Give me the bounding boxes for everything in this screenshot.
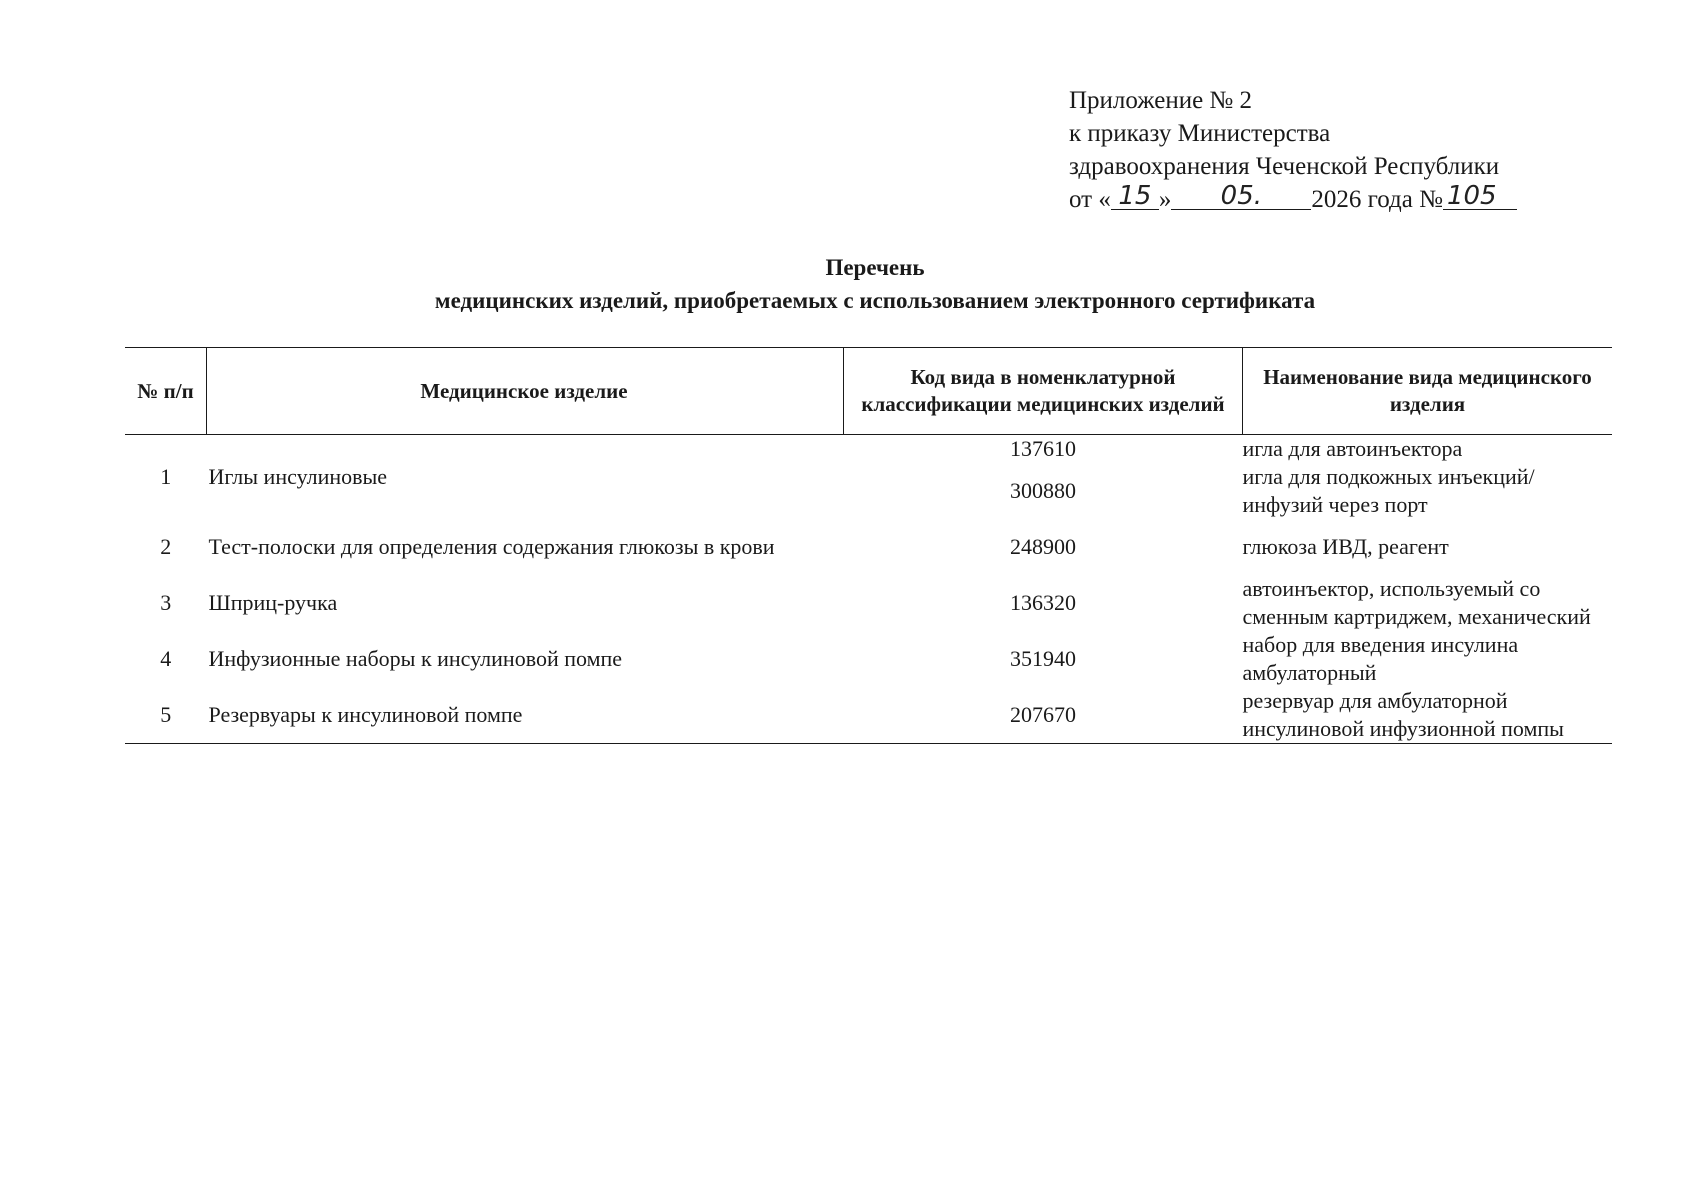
row-name: автоинъектор, используемый со сменным картриджем, механический — [1242, 576, 1591, 629]
document-heading — [120, 251, 1630, 317]
table-row — [125, 519, 1612, 575]
row-num: 5 — [125, 687, 207, 744]
appendix-line-1: Приложение № 2 — [1069, 87, 1253, 114]
heading-title: Перечень — [825, 255, 925, 280]
handwritten-number: 105 — [1446, 181, 1497, 211]
row-num: 1 — [160, 464, 172, 489]
row-item: Инфузионные наборы к инсулиновой помпе — [208, 646, 623, 671]
row-name: резервуар для амбулаторной инсулиновой инфузионной помпы — [1243, 687, 1613, 744]
heading-subtitle: медицинских изделий, приобретаемых с использованием электронного сертификата — [434, 288, 1316, 313]
day-blank — [1111, 183, 1159, 210]
row-name: набор для введения инсулина амбулаторный — [1242, 632, 1519, 685]
number-blank — [1443, 183, 1517, 210]
table-row — [125, 575, 1612, 631]
row-num: 2 — [160, 534, 172, 559]
year-text: 2026 года № — [1311, 186, 1443, 213]
row-code: 351940 — [1010, 646, 1076, 671]
appendix-block — [1069, 84, 1517, 216]
appendix-date-line — [1069, 183, 1517, 216]
row-code: 248900 — [1010, 534, 1076, 559]
row-code: 137610 — [1010, 436, 1076, 461]
appendix-line-2: к приказу Министерства — [1069, 120, 1331, 147]
table-row — [125, 631, 1612, 687]
date-prefix: от « — [1069, 186, 1111, 213]
date-mid: » — [1158, 186, 1172, 213]
header-code: Код вида в номенклатурной классификации медицинских изделий — [844, 348, 1243, 435]
month-blank — [1171, 183, 1311, 210]
row-item: Шприц-ручка — [208, 590, 338, 615]
row-name: игла для автоинъектора — [1242, 436, 1463, 461]
table-row — [125, 687, 1612, 744]
medical-devices-table — [125, 347, 1612, 744]
row-name: глюкоза ИВД, реагент — [1242, 534, 1449, 559]
handwritten-month: 05. — [1220, 181, 1263, 211]
row-code: 300880 — [1010, 478, 1076, 503]
header-name: Наименование вида медицинского изделия — [1243, 348, 1613, 435]
row-num: 4 — [160, 646, 172, 671]
row-code: 136320 — [1010, 590, 1076, 615]
row-code: 207670 — [844, 687, 1243, 744]
appendix-line-3: здравоохранения Чеченской Республики — [1069, 153, 1500, 180]
row-item: Тест-полоски для определения содержания глюкозы в крови — [208, 534, 775, 559]
row-num: 3 — [160, 590, 172, 615]
handwritten-day: 15 — [1118, 181, 1152, 211]
row-name: игла для подкожных инъекций/инфузий через порт — [1242, 464, 1535, 517]
header-item: Медицинское изделие — [207, 348, 844, 435]
table-header-row — [125, 348, 1612, 435]
table-row — [125, 435, 1612, 464]
row-item: Резервуары к инсулиновой помпе — [207, 687, 844, 744]
header-num: № п/п — [125, 348, 207, 435]
row-item: Иглы инсулиновые — [208, 464, 388, 489]
